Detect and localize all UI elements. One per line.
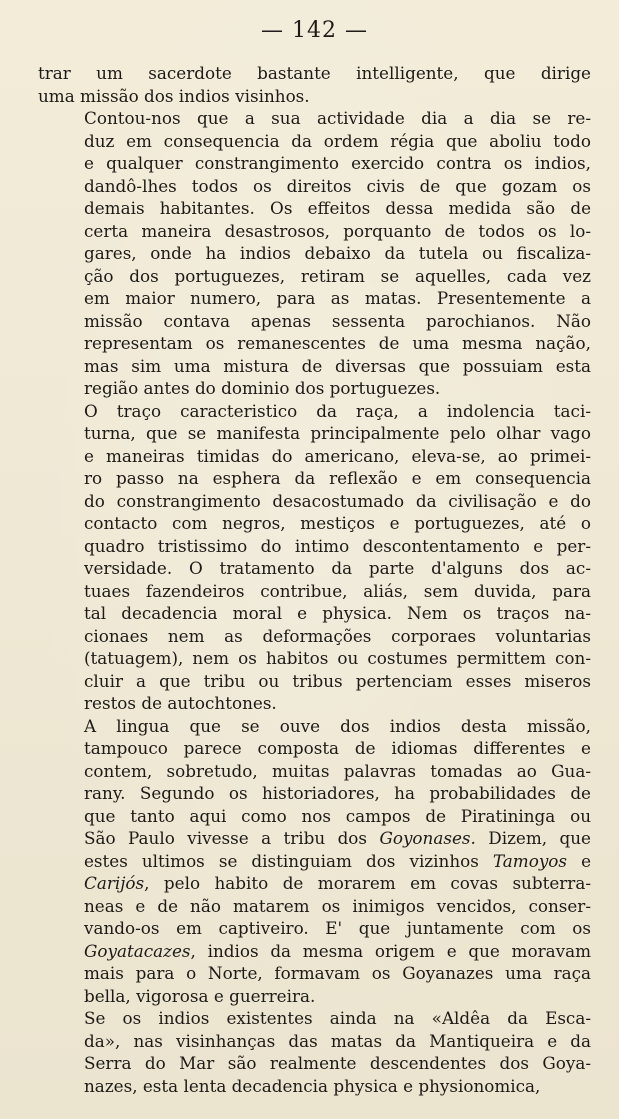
text-run: restos de autochtones. [84, 693, 277, 713]
text-run: ção dos portuguezes, retiram se aquelles, cada vez [84, 265, 591, 286]
text-line [38, 1075, 591, 1098]
text-run: , indios da mesma origem e que moravam [190, 940, 591, 961]
text-line [38, 805, 591, 828]
text-run: (tatuagem), nem os habitos ou costumes permittem con- [84, 648, 591, 668]
italic-text-run: Goyatacazes [84, 940, 191, 961]
text-run: cionaes nem as deformações corporaes voluntarias [84, 625, 591, 646]
text-line [38, 782, 591, 805]
text-line [38, 242, 591, 265]
text-line [38, 310, 591, 333]
text-run: São Paulo vivesse a tribu dos [84, 828, 380, 848]
text-line [38, 557, 591, 580]
text-run: tuaes fazendeiros contribue, aliás, sem duvida, para [84, 580, 591, 601]
text-run: neas e de não matarem os inimigos vencidos, conser- [84, 895, 591, 916]
text-line [38, 1007, 591, 1030]
text-run: Contou-nos que a sua actividade dia a dia se re- [84, 108, 591, 128]
text-line [38, 962, 591, 985]
italic-text-run: Goyonases. [379, 828, 476, 848]
text-run: tampouco parece composta de idiomas differentes e [84, 738, 591, 758]
text-run: tal decadencia moral e physica. Nem os traços na- [84, 603, 591, 623]
text-run: Se os indios existentes ainda na «Aldêa da Esca- [84, 1008, 591, 1028]
text-line [38, 265, 591, 288]
text-run: mais para o Norte, formavam os Goyanazes uma raça [84, 963, 591, 983]
text-run: dandô-lhes todos os direitos civis de que gozam os [84, 175, 591, 196]
text-line [38, 827, 591, 850]
text-run: uma missão dos indios visinhos. [38, 85, 310, 106]
text-run: mas sim uma mistura de diversas que possuiam esta [84, 355, 591, 376]
text-line [38, 512, 591, 535]
text-run: certa maneira desastrosos, porquanto de todos os lo- [84, 220, 591, 241]
text-line [38, 400, 591, 423]
body-text [38, 62, 591, 1097]
text-line [38, 872, 591, 895]
text-line [38, 895, 591, 918]
text-run: demais habitantes. Os effeitos dessa medida são de [84, 198, 591, 218]
text-line [38, 760, 591, 783]
text-run: e [567, 850, 591, 871]
text-line [38, 490, 591, 513]
text-line [38, 130, 591, 153]
text-run: O traço caracteristico da raça, a indolencia taci- [84, 400, 591, 421]
text-run: turna, que se manifesta principalmente pelo olhar vago [84, 423, 591, 443]
text-line [38, 220, 591, 243]
italic-text-run: Carijós [84, 873, 145, 893]
text-run: rany. Segundo os historiadores, ha probabilidades de [84, 783, 591, 803]
text-run: e maneiras timidas do americano, eleva-se, ao primei- [84, 445, 591, 466]
text-run: cluir a que tribu ou tribus pertenciam esses miseros [84, 670, 591, 691]
text-run: representam os remanescentes de uma mesma nação, [84, 333, 591, 353]
text-line [38, 850, 591, 873]
text-line [38, 647, 591, 670]
text-run: missão contava apenas sessenta parochianos. Não [84, 310, 591, 331]
text-line [38, 580, 591, 603]
text-line [38, 175, 591, 198]
text-run: , pelo habito de morarem em covas subterra- [144, 873, 591, 893]
text-line [38, 692, 591, 715]
paragraph [38, 715, 591, 1008]
text-line [38, 1030, 591, 1053]
text-run: A lingua que se ouve dos indios desta missão, [84, 715, 591, 736]
text-line [38, 985, 591, 1008]
paragraph [38, 400, 591, 715]
text-run: contacto com negros, mestiços e portuguezes, até o [84, 513, 591, 533]
page-number: — 142 — [261, 18, 368, 43]
text-line [38, 715, 591, 738]
text-line [38, 445, 591, 468]
text-line [38, 940, 591, 963]
text-run: duz em consequencia da ordem régia que aboliu todo [84, 130, 591, 151]
text-line [38, 917, 591, 940]
text-run: vando-os em captiveiro. E' que juntamente com os [84, 918, 591, 938]
text-line [38, 85, 591, 108]
text-run: nazes, esta lenta decadencia physica e physionomica, [84, 1075, 541, 1096]
text-line [38, 107, 591, 130]
text-run: Serra do Mar são realmente descendentes dos Goya- [84, 1053, 591, 1073]
text-run: estes ultimos se distinguiam dos vizinhos [84, 850, 493, 871]
text-line [38, 287, 591, 310]
text-run: do constrangimento desacostumado da civilisação e do [84, 490, 591, 511]
text-run: em maior numero, para as matas. Presentemente a [84, 288, 591, 308]
text-line [38, 625, 591, 648]
text-run: que tanto aqui como nos campos de Piratininga ou [84, 805, 591, 826]
text-run: versidade. O tratamento da parte d'alguns dos ac- [84, 558, 591, 578]
text-line [38, 377, 591, 400]
text-run: Dizem, que [475, 828, 591, 848]
text-run: ro passo na esphera da reflexão e em consequencia [84, 468, 591, 488]
paragraph [38, 107, 591, 400]
text-line [38, 602, 591, 625]
text-line [38, 737, 591, 760]
paragraph [38, 62, 591, 107]
text-run: gares, onde ha indios debaixo da tutela ou fiscaliza- [84, 243, 591, 263]
text-run: contem, sobretudo, muitas palavras tomadas ao Gua- [84, 760, 591, 781]
text-run: e qualquer constrangimento exercido contra os indios, [84, 153, 591, 173]
text-line [38, 355, 591, 378]
text-run: trar um sacerdote bastante intelligente, que dirige [38, 63, 591, 83]
text-line [38, 197, 591, 220]
text-line [38, 332, 591, 355]
text-line [38, 670, 591, 693]
text-line [38, 62, 591, 85]
text-line [38, 152, 591, 175]
italic-text-run: Tamoyos [492, 850, 568, 871]
text-line [38, 535, 591, 558]
text-run: da», nas visinhanças das matas da Mantiqueira e da [84, 1030, 591, 1051]
text-run: bella, vigorosa e guerreira. [84, 985, 316, 1006]
text-line [38, 422, 591, 445]
text-run: região antes do dominio dos portuguezes. [84, 378, 441, 398]
text-run: quadro tristissimo do intimo descontentamento e per- [84, 535, 591, 556]
text-line [38, 1052, 591, 1075]
text-line [38, 467, 591, 490]
paragraph [38, 1007, 591, 1097]
